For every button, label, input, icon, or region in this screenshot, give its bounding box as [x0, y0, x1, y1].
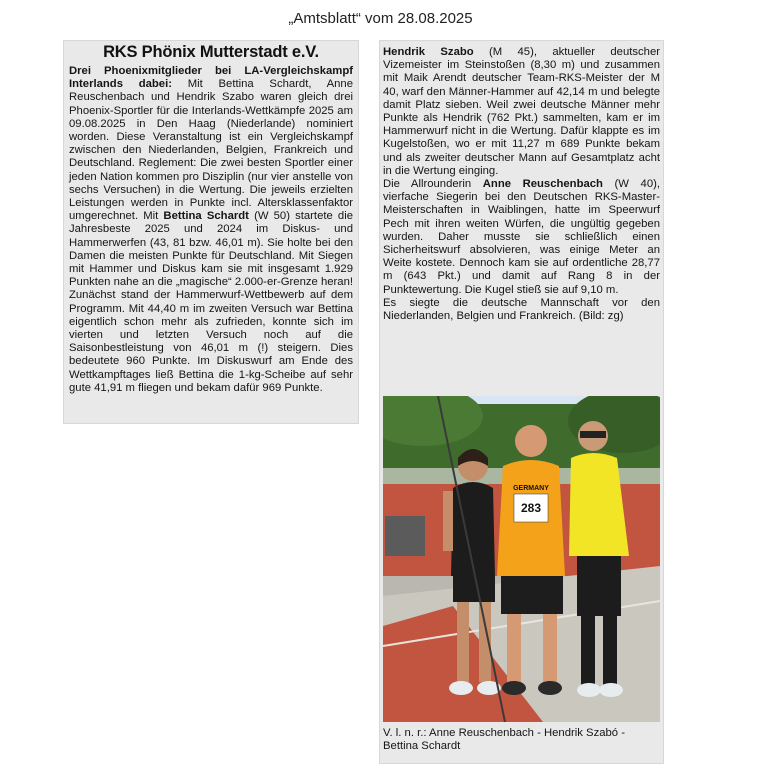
article-paragraph: Es siegte die deutsche Mannschaft vor den Niederlanden, Belgien und Frankreich. (Bild: zg) — [383, 296, 660, 323]
athlete-name: Bettina Schardt — [163, 210, 249, 223]
article-column-left — [69, 65, 353, 395]
article-text: Mit Bettina Schardt, Anne Reuschenbach und Hendrik Szabo waren gleich drei Phoenix-Sportler für die Interlands-Wettkämpfe 2025 am 09.08.2025 in Den Haag (Niederlande) nominiert worden. Diese Veranstaltung ist ein Vergleichskampf zwischen den Niederlanden, Belgien, Frankreich und Deutschland. Reglement: Die zwei besten Sportler einer jeden Nation kommen pro Disziplin (nur vier anstelle von sechs Versuchen) in die Wertung. Die jeweils erzielten Leistungen werden in Punkte incl. Altersklassenfaktor umgerechnet. Mit — [69, 78, 353, 223]
page-header: „Amtsblatt“ vom 28.08.2025 — [288, 10, 473, 27]
athlete-name: Anne Reuschenbach — [482, 178, 603, 191]
team-photo — [383, 396, 660, 722]
article-paragraph — [383, 46, 660, 178]
article-text: (W 50) startete die Jahresbeste 2025 und 2024 im Diskus- und Hammerwerfen (43, 81 bzw. 46,01 m). Sie holte bei den Damen die meisten Punkte für Deutschland. Mit Siegen mit Hammer und Diskus kam sie mit insgesamt 1.929 Punkten nahe an die „magische“ 2.000-er-Grenze heran! Zunächst stand der Hammerwurf-Wettbewerb auf dem Programm. Mit 44,40 m im zweiten Versuch war Bettina eigentlich schon mehr als zufrieden, konnte sich im vierten und letzten Versuch noch auf die Saisonbestleistung von 46,01 m (!) steigern. Dies bedeutete 960 Punkte. Im Diskuswurf am Ende des Wettkampftages ließ Bettina die 1-kg-Scheibe auf sehr gute 41,91 m fliegen und bekam dafür 969 Punkte. — [69, 210, 353, 394]
article-paragraph — [383, 178, 660, 297]
article-intro: Drei Phoenixmitglieder bei LA-Vergleichskampf Interlands dabei: — [69, 65, 353, 91]
bib-text: GERMANY — [513, 485, 549, 492]
article-text: (M 45), aktueller deutscher Vizemeister im Steinstoßen (8,30 m) und zusammen mit Maik Arendt deutscher Team-RKS-Meister der M 40, warf den Männer-Hammer auf 42,14 m und belegte damit Platz sieben. Weil zwei deutsche Männer mehr Punkte als Hendrik (762 Pkt.) sammelten, kam er im Hammerwurf nicht in die Wertung. Dafür klappte es im Kugelstoßen, wo er mit 11,27 m 689 Punkte bekam und als zweiter deutscher Mann auf Gesamtplatz acht in die Wertung einging. — [383, 46, 660, 177]
article-text: Die Allrounderin — [383, 178, 483, 191]
photo-caption: V. l. n. r.: Anne Reuschenbach - Hendrik Szabó - Bettina Schardt — [383, 727, 625, 753]
article-paragraph — [69, 65, 353, 395]
athlete-name: Hendrik Szabo — [383, 46, 474, 58]
bib-number: 283 — [520, 501, 542, 515]
article-column-right — [383, 46, 660, 323]
article-text: (W 40), vierfache Siegerin bei den Deutschen RKS-Master-Meisterschaften in Waiblingen, hatte im Speerwurf Pech mit ihren weiten Würfen, die ungültig gegeben wurden. Daher musste sie schließlich einen Sicherheitswurf absolvieren, was einige Meter an Weite kostete. Dennoch kam sie auf ordentliche 28,77 m (643 Pkt.) und damit auf Rang 8 in der Punktewertung. Die Kugel stieß sie auf 9,10 m. — [383, 178, 660, 296]
article-headline: RKS Phönix Mutterstadt e.V. — [103, 43, 319, 61]
